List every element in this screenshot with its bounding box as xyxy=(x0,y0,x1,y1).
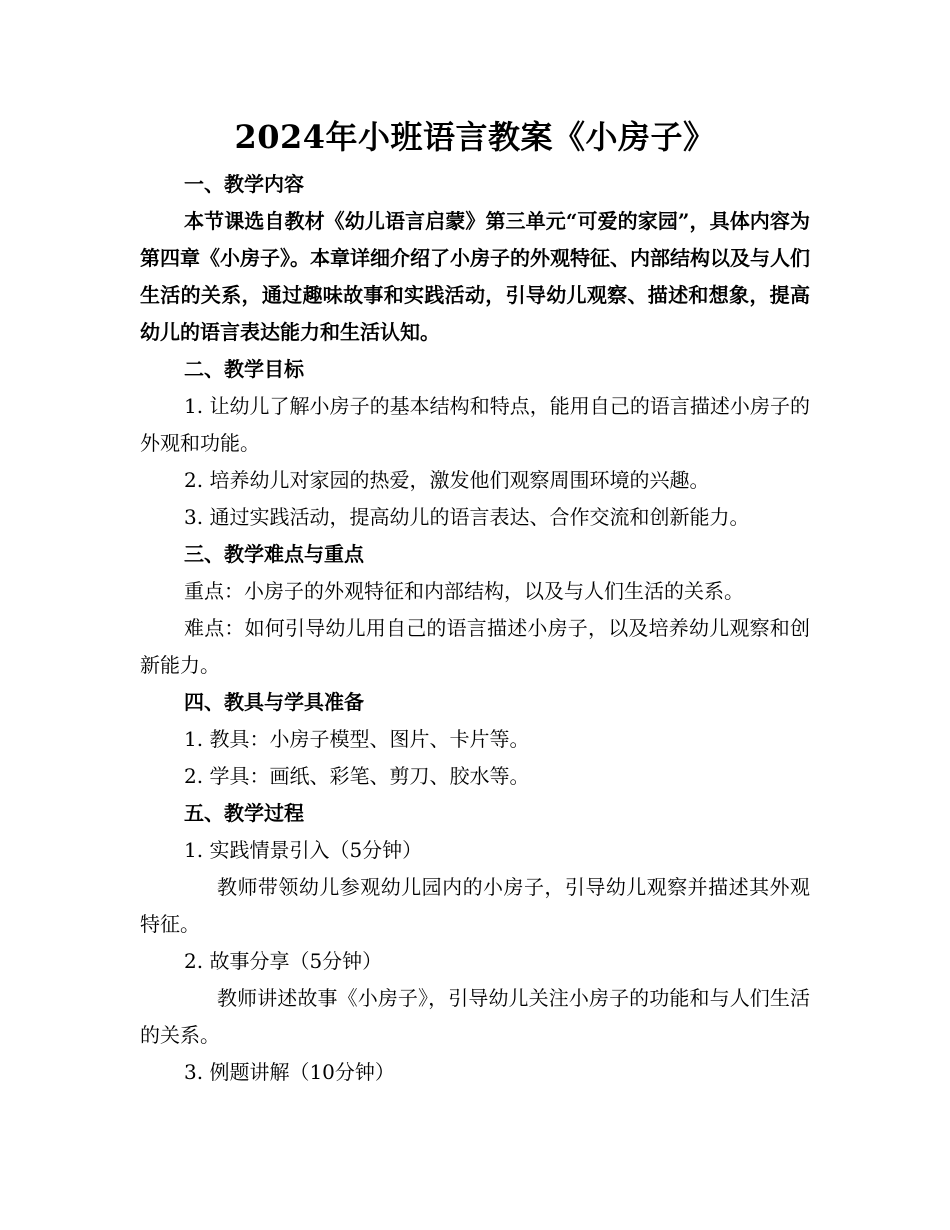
process-step-label: 2. 故事分享（5分钟） xyxy=(184,949,383,973)
objective-item: 1. 让幼儿了解小房子的基本结构和特点，能用自己的语言描述小房子的外观和功能。 xyxy=(140,394,810,455)
document-page xyxy=(140,112,810,1091)
process-step-label: 3. 例题讲解（10分钟） xyxy=(184,1060,395,1084)
section-heading-process: 五、教学过程 xyxy=(184,801,304,825)
document-title: 2024年小班语言教案《小房子》 xyxy=(234,118,716,156)
process-step-detail: 教师讲述故事《小房子》，引导幼儿关注小房子的功能和与人们生活的关系。 xyxy=(140,986,810,1047)
process-step-detail: 教师带领幼儿参观幼儿园内的小房子，引导幼儿观察并描述其外观特征。 xyxy=(140,875,810,936)
materials-item: 1. 教具：小房子模型、图片、卡片等。 xyxy=(184,727,530,751)
difficulty-text: 难点：如何引导幼儿用自己的语言描述小房子，以及培养幼儿观察和创新能力。 xyxy=(140,616,810,677)
section-heading-materials: 四、教具与学具准备 xyxy=(184,690,364,714)
key-point-text: 重点：小房子的外观特征和内部结构，以及与人们生活的关系。 xyxy=(184,579,744,603)
section-heading-key-points: 三、教学难点与重点 xyxy=(184,542,364,566)
process-step-label: 1. 实践情景引入（5分钟） xyxy=(184,838,423,862)
section-content-body: 本节课选自教材《幼儿语言启蒙》第三单元“可爱的家园”，具体内容为第四章《小房子》。本章详细介绍了小房子的外观特征、内部结构以及与人们生活的关系，通过趣味故事和实践活动，引导幼儿观察、描述和想象，提高幼儿的语言表达能力和生活认知。 xyxy=(140,209,810,344)
materials-item: 2. 学具：画纸、彩笔、剪刀、胶水等。 xyxy=(184,764,530,788)
section-heading-content: 一、教学内容 xyxy=(184,172,304,196)
objective-item: 3. 通过实践活动，提高幼儿的语言表达、合作交流和创新能力。 xyxy=(184,505,750,529)
objective-item: 2. 培养幼儿对家园的热爱，激发他们观察周围环境的兴趣。 xyxy=(184,468,710,492)
section-heading-objectives: 二、教学目标 xyxy=(184,357,304,381)
